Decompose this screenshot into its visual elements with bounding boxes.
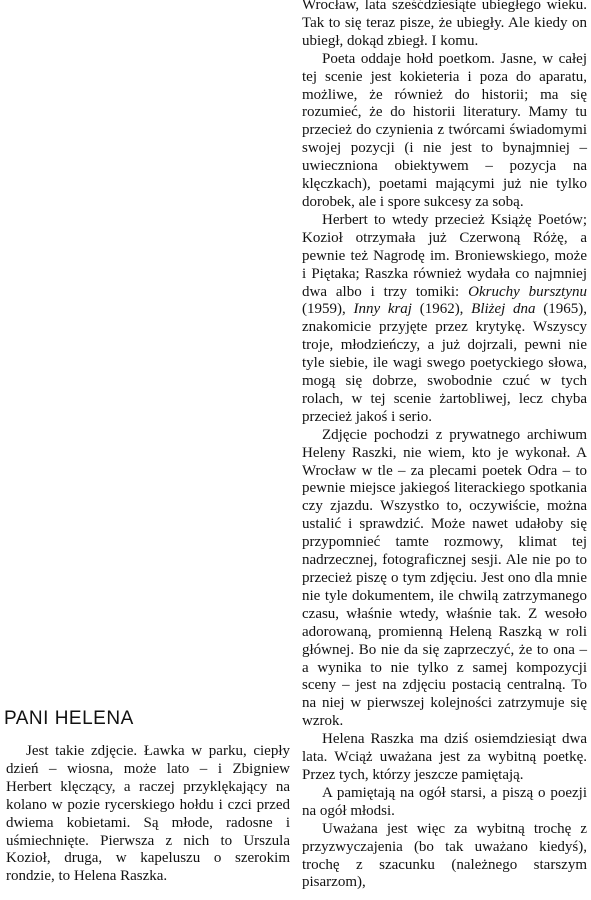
article-title: PANI HELENA <box>4 708 134 729</box>
paragraph-photo-archive: Zdjęcie pochodzi z prywatnego archiwum Heleny Raszki, nie wiem, kto je wykonał. A Wrocław w tle – za plecami poetek Odra – to pewnie miejsce jakiegoś literackiego spotkania czy zjazdu. Wszystko to, oczywiście, można ustalić i sprawdzić. Może nawet udałoby się przypomnieć tamte rozmowy, klimat tej nadrzecznej, fotograficznej sesji. Ale nie po to przecież piszę o tym zdjęciu. Jest ono dla mnie nie tyle dokumentem, ile chwilą zatrzymanego czasu, właśnie wtedy, właśnie tak. Z wesoło adorowaną, promienną Heleną Raszką w roli głównej. Bo nie da się zaprzeczyć, że to ona – a wynika to nie tylko z samej kompozycji sceny – jest na zdjęciu postacią centralną. To na niej w pierwszej kolejności zatrzymuje się wzrok. <box>302 426 587 730</box>
book-title: Inny kraj <box>353 301 412 318</box>
paragraph-age: Helena Raszka ma dziś osiemdziesiąt dwa lata. Wciąż uważana jest za wybitną poetkę. Przez tych, którzy jeszcze pamiętają. <box>302 731 587 783</box>
text-segment: Herbert to wtedy przecież Książę Poetów; Kozioł otrzymała już Czerwoną Różę, a pewnie też Nagrodę im. Broniewskiego, może i Piętaka; Raszka również wydała co najmniej dwa albo i trzy tomiki: <box>302 211 587 300</box>
paragraph-intro: Jest takie zdjęcie. Ławka w parku, ciepły dzień – wiosna, może lato – i Zbigniew Herbert klęczący, a raczej przyklękający na kolano w pozie rycerskiego hołdu i czci przed dwiema kobietami. Są młode, radosne i uśmiechnięte. Pierwsza z nich to Urszula Kozioł, druga, w kapeluszu o szerokim rondzie, to Helena Raszka. <box>6 743 290 885</box>
right-column <box>302 0 587 892</box>
paragraph-wroclaw: Wrocław, lata sześćdziesiąte ubiegłego wieku. Tak to się teraz pisze, że ubiegły. Ale kiedy on ubiegł, dokąd zbiegł. I komu. <box>302 0 587 49</box>
paragraph-herbert <box>302 212 587 427</box>
paragraph-homage: Poeta oddaje hołd poetkom. Jasne, w całej tej scenie jest kokieteria i poza do aparatu, możliwe, że również do historii; ma się rozumieć, że do historii literatury. Mamy tu przecież do czynienia z twórcami świadomymi swojej pozycji (i nie jest to bynajmniej – uwieczniona obiektywem – pozycja na klęczkach), poetami mającymi już nie tylko dorobek, ale i spore sukcesy za sobą. <box>302 50 587 210</box>
paragraph-remember: A pamiętają na ogół starsi, a piszą o poezji na ogół młodsi. <box>302 784 587 819</box>
book-title: Okruchy bursztynu <box>468 283 588 300</box>
text-segment: (1962), <box>411 301 472 318</box>
paragraph-considered: Uważana jest więc za wybitną trochę z przyzwyczajenia (bo tak uważano kiedyś), trochę z szacunku (należnego starszym pisarzom), <box>302 820 587 891</box>
left-column <box>6 743 290 886</box>
text-segment: (1965), znakomicie przyjęte przez krytykę. Wszyscy troje, młodzieńczy, a już dojrzali, pewni nie tyle siebie, ile wagi swego poetyckiego słowa, mogą się dobrze, swobodnie czuć w tych rolach, w tej scenie żartobliwej, lecz chyba przecież jakoś i serio. <box>302 301 587 425</box>
text-segment: (1959), <box>302 301 354 318</box>
book-title: Bliżej dna <box>471 301 536 318</box>
